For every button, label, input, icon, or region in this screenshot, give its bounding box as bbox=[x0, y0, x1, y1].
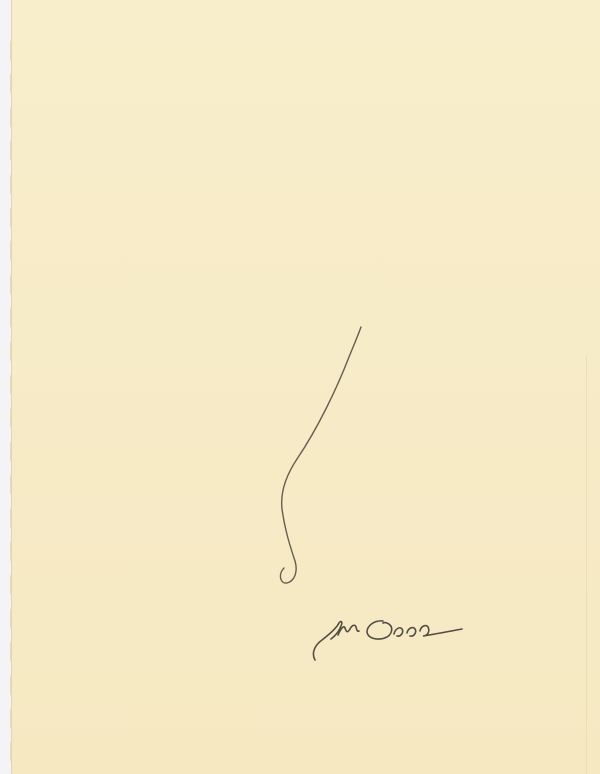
page-edge-crease bbox=[586, 355, 587, 774]
letter-page bbox=[11, 0, 600, 774]
